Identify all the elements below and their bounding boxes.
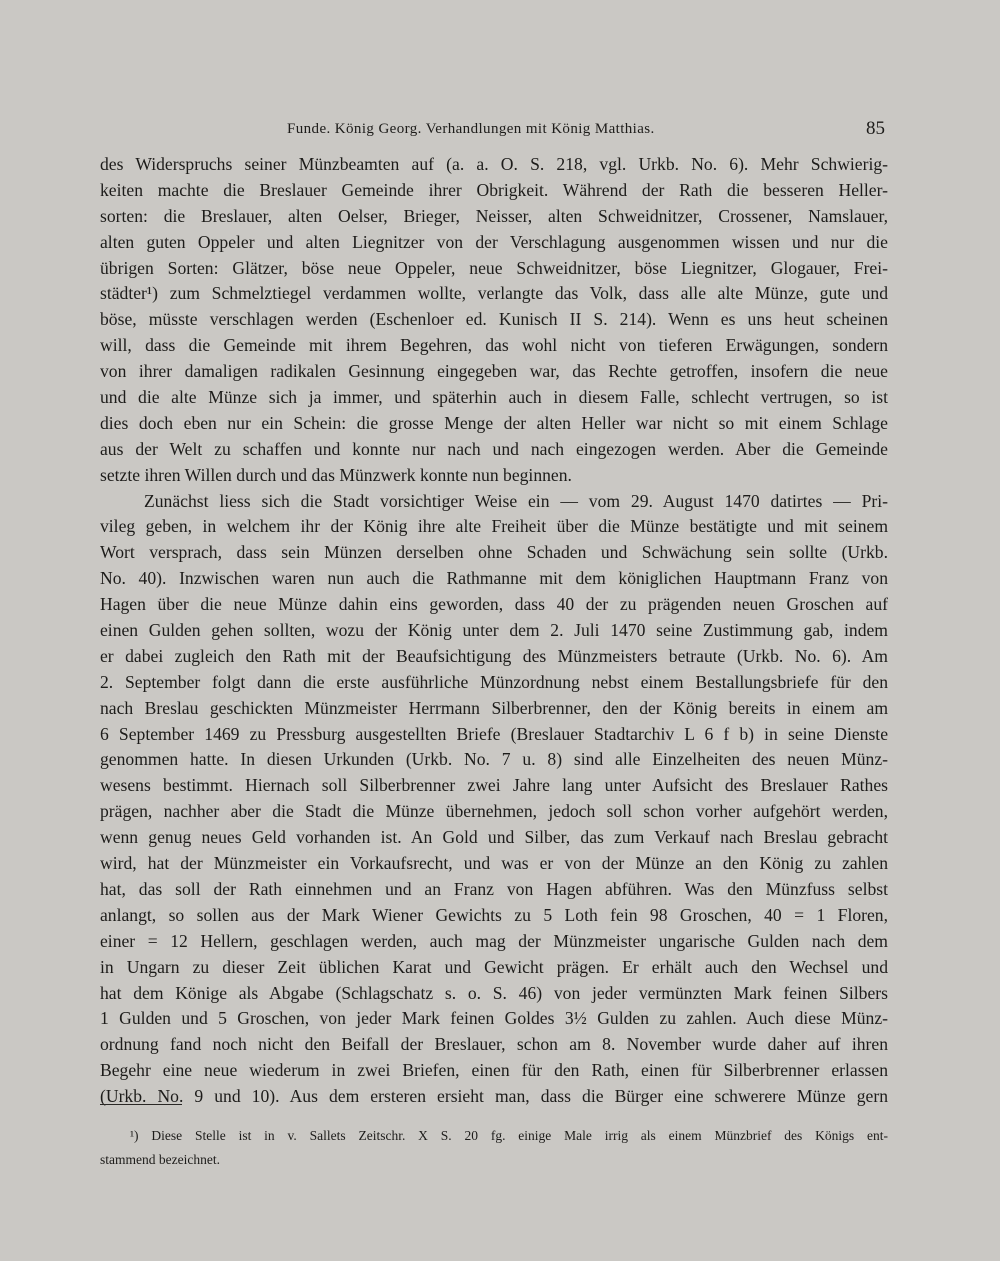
text-line: wird, hat der Münzmeister ein Vorkaufsrecht, und was er von der Münze an den König zu zahlen [100, 853, 888, 874]
text-line: 2. September folgt dann die erste ausführliche Münzordnung nebst einem Bestallungsbriefe für den [100, 671, 888, 692]
text-line: will, dass die Gemeinde mit ihrem Begehren, das wohl nicht von tieferen Erwägungen, sondern [100, 335, 888, 356]
text-line: anlangt, so sollen aus der Mark Wiener Gewichts zu 5 Loth fein 98 Groschen, 40 = 1 Floren, [100, 904, 888, 925]
paragraph-start-line: Zunächst liess sich die Stadt vorsichtiger Weise ein — vom 29. August 1470 datirtes — Pri- [144, 490, 888, 511]
text-line: (Urkb. No. 9 und 10). Aus dem ersteren ersieht man, dass die Bürger eine schwerere Münze gern [100, 1086, 888, 1107]
page-header [100, 118, 885, 144]
text-line: Begehr eine neue wiederum in zwei Briefen, einen für den Rath, einen für Silberbrenner erlassen [100, 1060, 888, 1081]
text-line: ordnung fand noch nicht den Beifall der Breslauer, schon am 8. November wurde daher auf ihren [100, 1034, 888, 1055]
text-line: 1 Gulden und 5 Groschen, von jeder Mark feinen Goldes 3½ Gulden zu zahlen. Auch diese Münz- [100, 1008, 888, 1029]
text-line: in Ungarn zu dieser Zeit üblichen Karat und Gewicht prägen. Er erhält auch den Wechsel und [100, 956, 888, 977]
footnote [100, 1124, 888, 1172]
text-line: No. 40). Inzwischen waren nun auch die Rathmanne mit dem königlichen Hauptmann Franz von [100, 568, 888, 589]
body-text [100, 152, 888, 1110]
text-line: einen Gulden gehen sollten, wozu der König unter dem 2. Juli 1470 seine Zustimmung gab, indem [100, 620, 888, 641]
text-line: Hagen über die neue Münze dahin eins geworden, dass 40 der zu prägenden neuen Groschen auf [100, 594, 888, 615]
page-number: 85 [866, 118, 885, 139]
text-line: böse, müsste verschlagen werden (Eschenloer ed. Kunisch II S. 214). Wenn es uns heut scheinen [100, 309, 888, 330]
text-line: prägen, nachher aber die Stadt die Münze übernehmen, jedoch soll schon vorher aufgehört werden, [100, 801, 888, 822]
text-line: von ihrer damaligen radikalen Gesinnung eingegeben war, das Rechte getroffen, insofern die neue [100, 361, 888, 382]
text-line: nach Breslau geschickten Münzmeister Herrmann Silberbrenner, den der König bereits in einem am [100, 697, 888, 718]
text-line: wenn genug neues Geld vorhanden ist. An Gold und Silber, das zum Verkauf nach Breslau gebracht [100, 827, 888, 848]
footnote-line: ¹) Diese Stelle ist in v. Sallets Zeitschr. X S. 20 fg. einige Male irrig als einem Münzbrief des Königs ent- [130, 1128, 888, 1143]
text-line: einer = 12 Hellern, geschlagen werden, auch mag der Münzmeister ungarische Gulden nach dem [100, 930, 888, 951]
text-line: alten guten Oppeler und alten Liegnitzer von der Verschlagung ausgenommen wissen und nur die [100, 231, 888, 252]
text-line: und die alte Münze sich ja immer, und späterhin auch in diesem Falle, schlecht vertrugen, so ist [100, 387, 888, 408]
text-line: dies doch eben nur ein Schein: die grosse Menge der alten Heller war nicht so mit einem Schlage [100, 412, 888, 433]
text-line: hat, das soll der Rath einnehmen und an Franz von Hagen abführen. Was den Münzfuss selbst [100, 878, 888, 899]
text-line: hat dem Könige als Abgabe (Schlagschatz s. o. S. 46) von jeder vermünzten Mark feinen Silbers [100, 982, 888, 1003]
footnote-line: stammend bezeichnet. [100, 1152, 220, 1167]
text-line: sorten: die Breslauer, alten Oelser, Brieger, Neisser, alten Schweidnitzer, Crossener, Namslauer, [100, 205, 888, 226]
text-line: Wort versprach, dass sein Münzen derselben ohne Schaden und Schwächung sein sollte (Urkb. [100, 542, 888, 563]
text-line: er dabei zugleich den Rath mit der Beaufsichtigung des Münzmeisters betraute (Urkb. No. 6). Am [100, 645, 888, 666]
text-line: keiten machte die Breslauer Gemeinde ihrer Obrigkeit. Während der Rath die besseren Heller- [100, 179, 888, 200]
text-line: des Widerspruchs seiner Münzbeamten auf (a. a. O. S. 218, vgl. Urkb. No. 6). Mehr Schwierig- [100, 154, 888, 174]
text-line: 6 September 1469 zu Pressburg ausgestellten Briefe (Breslauer Stadtarchiv L 6 f b) in seine Dienste [100, 723, 888, 744]
text-line: übrigen Sorten: Glätzer, böse neue Oppeler, neue Schweidnitzer, böse Liegnitzer, Glogauer, Frei- [100, 257, 888, 278]
text-line: städter¹) zum Schmelztiegel verdammen wollte, verlangte das Volk, dass alle alte Münze, gute und [100, 283, 888, 304]
text-line: wesens bestimmt. Hiernach soll Silberbrenner zwei Jahre lang unter Aufsicht des Breslauer Rathes [100, 775, 888, 796]
paragraph-end-line: setzte ihren Willen durch und das Münzwerk konnte nun beginnen. [100, 464, 572, 485]
text-line: vileg geben, in welchem ihr der König ihre alte Freiheit über die Münze bestätigte und mit seinem [100, 516, 888, 537]
text-line: genommen hatte. In diesen Urkunden (Urkb. No. 7 u. 8) sind alle Einzelheiten des neuen Münz- [100, 749, 888, 770]
running-head: Funde. König Georg. Verhandlungen mit König Matthias. [287, 121, 655, 137]
text-line: aus der Welt zu schaffen und konnte nur nach und nach eingezogen werden. Aber die Gemeinde [100, 438, 888, 459]
footnote-divider [100, 1104, 182, 1105]
